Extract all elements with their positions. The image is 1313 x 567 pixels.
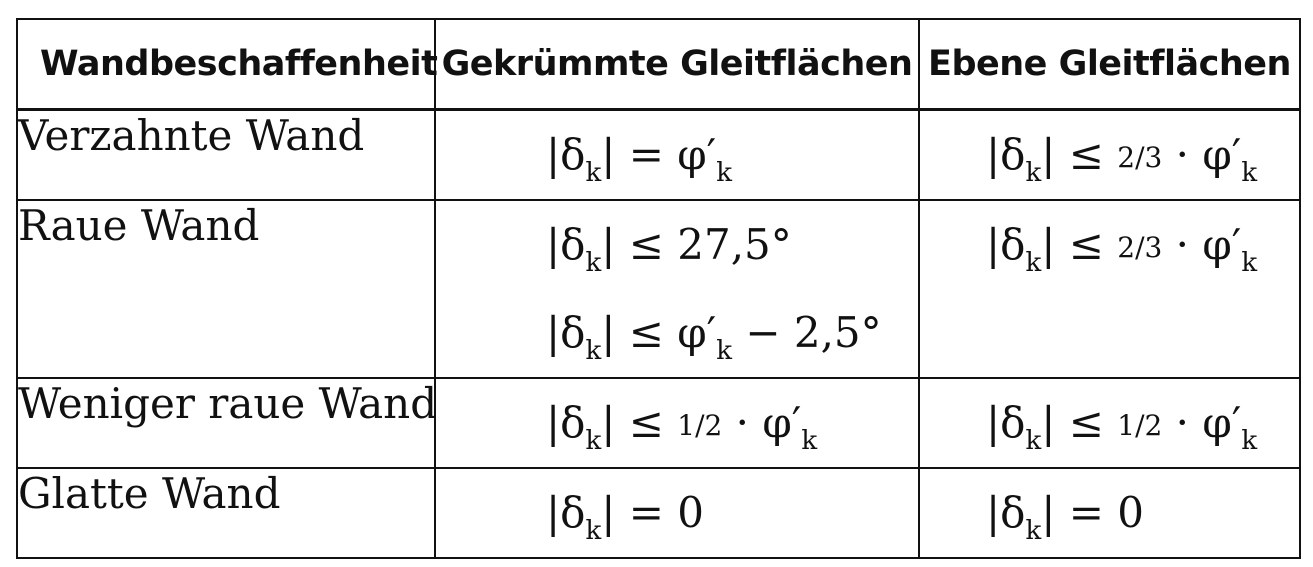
wall-type-label: Glatte Wand bbox=[17, 468, 435, 558]
curved-formula-cell bbox=[435, 378, 919, 468]
formula-lhs: |δ bbox=[986, 488, 1026, 537]
formula-relation: | ≤ bbox=[601, 398, 678, 447]
formula-relation: | = 0 bbox=[601, 488, 704, 537]
table-row bbox=[17, 200, 1300, 378]
formula-relation: | ≤ φ′ bbox=[601, 308, 717, 357]
formula-relation: | ≤ bbox=[1041, 398, 1118, 447]
formula bbox=[436, 111, 918, 199]
curved-formula-cell bbox=[435, 468, 919, 558]
formula-lhs: |δ bbox=[546, 398, 586, 447]
formula-subscript: k bbox=[1025, 516, 1042, 546]
formula-subscript: k bbox=[716, 158, 732, 188]
formula-subscript: k bbox=[1025, 248, 1042, 278]
plane-formula-cell bbox=[919, 200, 1300, 378]
wall-type-label: Verzahnte Wand bbox=[17, 110, 435, 201]
plane-formula-cell bbox=[919, 110, 1300, 201]
plane-formula-cell bbox=[919, 468, 1300, 558]
formula-subscript: k bbox=[1025, 158, 1042, 188]
formula-lhs: |δ bbox=[986, 398, 1026, 447]
formula-subscript: k bbox=[801, 426, 818, 456]
formula-lhs: |δ bbox=[546, 220, 586, 269]
wall-type-label: Raue Wand bbox=[17, 200, 435, 378]
formula-subscript: k bbox=[716, 336, 732, 366]
wall-friction-table bbox=[16, 18, 1301, 559]
formula bbox=[436, 201, 918, 289]
wall-type-label: Weniger raue Wand bbox=[17, 378, 435, 468]
formula-fraction: 1/2 bbox=[1117, 409, 1163, 442]
formula-subscript: k bbox=[585, 158, 602, 188]
formula-subscript: k bbox=[1241, 248, 1258, 278]
formula-fraction: 1/2 bbox=[677, 409, 723, 442]
formula-factor: · φ′ bbox=[1162, 398, 1242, 447]
formula-fraction: 2/3 bbox=[1117, 231, 1163, 264]
header-curved: Gekrümmte Gleitflächen bbox=[435, 19, 919, 110]
formula bbox=[436, 379, 918, 467]
formula-lhs: |δ bbox=[546, 308, 586, 357]
formula-subscript: k bbox=[1025, 426, 1042, 456]
formula-lhs: |δ bbox=[546, 488, 586, 537]
formula-tail: − 2,5° bbox=[731, 308, 882, 357]
header-plane: Ebene Gleitflächen bbox=[919, 19, 1300, 110]
formula bbox=[436, 289, 918, 377]
formula bbox=[436, 469, 918, 557]
formula-relation: | ≤ 27,5° bbox=[601, 220, 792, 269]
formula-subscript: k bbox=[1241, 426, 1258, 456]
formula-subscript: k bbox=[585, 248, 602, 278]
formula-lhs: |δ bbox=[986, 130, 1026, 179]
formula-subscript: k bbox=[1241, 158, 1258, 188]
header-row bbox=[17, 19, 1300, 110]
table-row bbox=[17, 110, 1300, 201]
formula-subscript: k bbox=[585, 336, 602, 366]
table-row bbox=[17, 468, 1300, 558]
formula-factor: · φ′ bbox=[722, 398, 802, 447]
formula bbox=[920, 469, 1299, 557]
formula bbox=[920, 111, 1299, 199]
curved-formula-cell bbox=[435, 200, 919, 378]
formula-lhs: |δ bbox=[986, 220, 1026, 269]
formula-factor: · φ′ bbox=[1162, 130, 1242, 179]
table-row bbox=[17, 378, 1300, 468]
formula-relation: | = φ′ bbox=[601, 130, 717, 179]
formula-relation: | = 0 bbox=[1041, 488, 1144, 537]
curved-formula-cell bbox=[435, 110, 919, 201]
formula bbox=[920, 379, 1299, 467]
formula-fraction: 2/3 bbox=[1117, 141, 1163, 174]
formula-relation: | ≤ bbox=[1041, 130, 1118, 179]
formula bbox=[920, 201, 1299, 289]
formula-relation: | ≤ bbox=[1041, 220, 1118, 269]
formula-subscript: k bbox=[585, 426, 602, 456]
formula-lhs: |δ bbox=[546, 130, 586, 179]
formula-subscript: k bbox=[585, 516, 602, 546]
plane-formula-cell bbox=[919, 378, 1300, 468]
formula-factor: · φ′ bbox=[1162, 220, 1242, 269]
header-wall: Wandbeschaffenheit bbox=[17, 19, 435, 110]
